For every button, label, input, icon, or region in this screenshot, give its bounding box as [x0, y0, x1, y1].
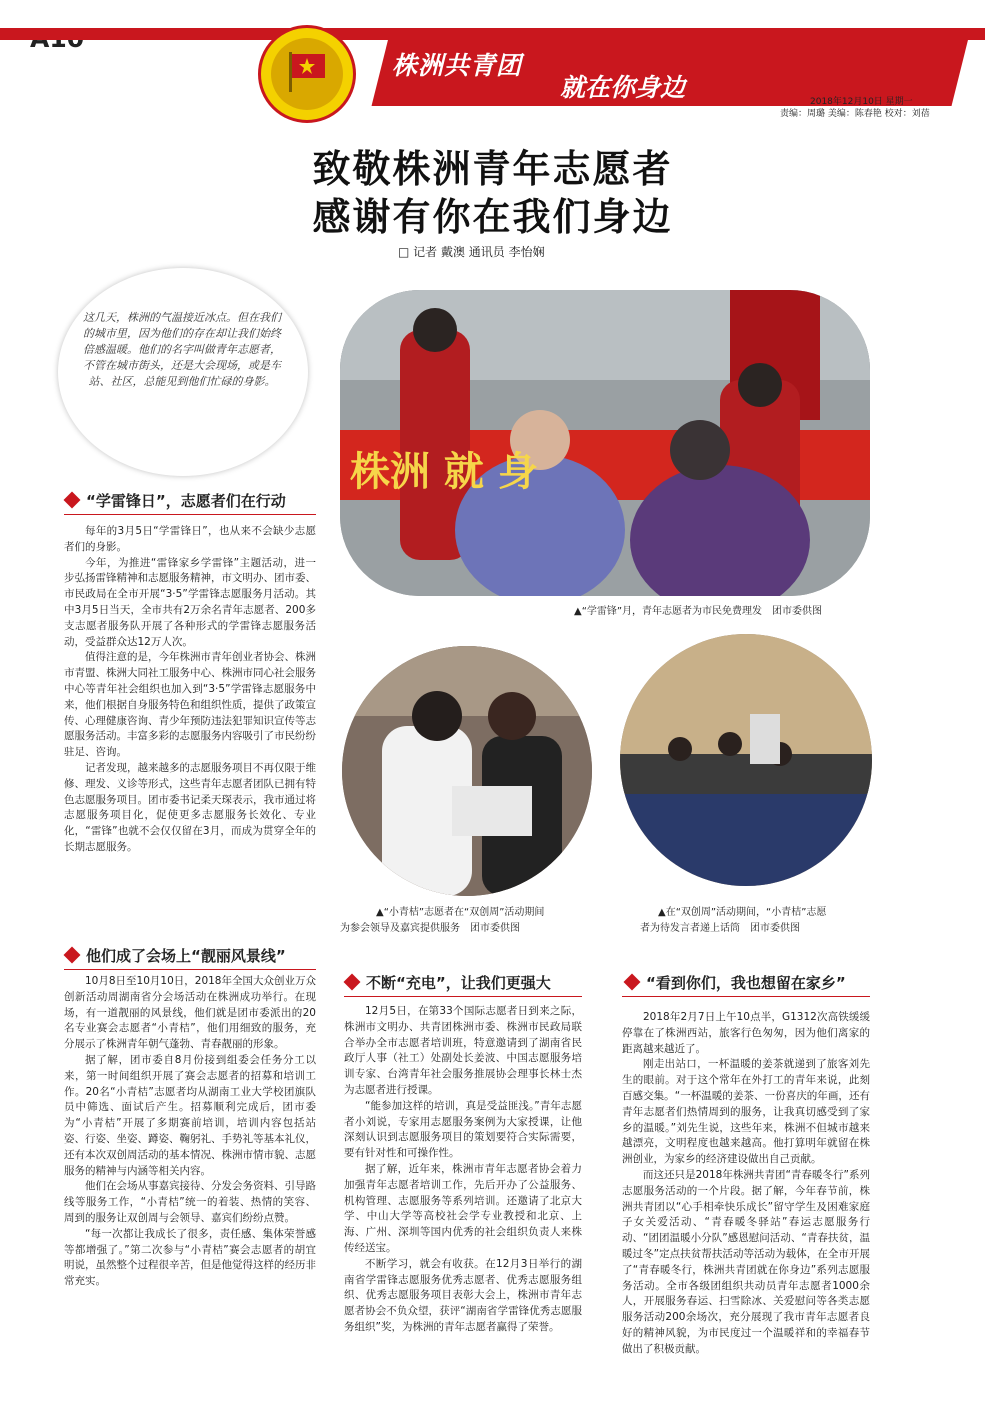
section-3-body — [344, 1004, 582, 1336]
section-3-heading — [346, 970, 551, 994]
paragraph: 10月8日至10月10日，2018年全国大众创业万众创新活动周湖南省分会场活动在株洲成功举行。在现场，有一道靓丽的风景线，他们就是团市委派出的20名专业赛会志愿者“小青桔”，他们用细致的服务，充分展示了株洲青年朝气蓬勃、青春靓丽的形象。 — [64, 975, 316, 1051]
section-marker-icon — [64, 492, 81, 509]
headline-line-2: 感谢有你在我们身边 — [312, 195, 673, 239]
banner-text-2: 就在你身边 — [560, 73, 686, 102]
paragraph: “能参加这样的培训，真是受益匪浅。”青年志愿者小刘说，专家用志愿服务案例为大家授课，让他深刻认识到志愿服务项目的策划要符合实际需要，要有针对性和可操作性。 — [344, 1099, 582, 1160]
forum-photo-illustration — [620, 634, 872, 886]
photo-banner-text: 株洲 就 身 — [350, 449, 538, 495]
byline: □ 记者 戴澳 通讯员 李怡娴 — [398, 245, 545, 259]
right-photo-caption-2: 者为待发言者递上话筒 团市委供图 — [640, 923, 800, 934]
paragraph: 2018年2月7日上午10点半，G1312次高铁缓缓停靠在了株洲西站，旅客行色匆匆，因为他们离家的距离越来越近了。 — [622, 1011, 870, 1055]
paragraph: 每年的3月5日“学雷锋日”，也从来不会缺少志愿者们的身影。 — [64, 525, 316, 553]
issue-date: 2018年12月10日 星期一 — [810, 97, 913, 107]
editor-credits: 责编：周璐 美编：陈春艳 校对：刘蓓 — [780, 109, 930, 119]
section-1-rule — [64, 514, 316, 515]
main-photo-caption: ▲“学雷锋”月，青年志愿者为市民免费理发 团市委供图 — [574, 606, 823, 617]
headline-line-1: 致敬株洲青年志愿者 — [312, 147, 673, 191]
circle-photo-right — [620, 634, 872, 886]
paragraph: 今年，为推进“雷锋家乡学雷锋”主题活动，进一步弘扬雷锋精神和志愿服务精神，市文明办、团市委、市民政局在全市开展“3·5”学雷锋志愿服务月活动。其中3月5日当天，全市共有2万余名青年志愿者、200多支志愿者服务队开展了各种形式的学雷锋志愿服务活动，受益群众达12万人次。 — [64, 556, 316, 648]
section-3-title: 不断“充电”，让我们更强大 — [366, 973, 551, 992]
section-1-title: “学雷锋日”，志愿者们在行动 — [86, 491, 286, 510]
volunteer-photo-illustration — [342, 646, 592, 896]
section-4-heading — [626, 970, 846, 994]
section-2-heading — [66, 943, 286, 967]
paragraph: 他们在会场从事嘉宾接待、分发会务资料、引导路线等服务工作，“小青桔”统一的着装、热情的笑容、周到的服务让双创周与会领导、嘉宾们纷纷点赞。 — [64, 1180, 316, 1224]
section-2-body — [64, 974, 316, 1290]
section-1-body — [64, 524, 316, 856]
left-photo-caption-1: ▲“小青桔”志愿者在“双创周”活动期间 — [376, 907, 545, 918]
paragraph: 记者发现，越来越多的志愿服务项目不再仅限于维修、理发、义诊等形式，这些青年志愿者团队已拥有特色志愿服务项目。团市委书记柔天琛表示，我市通过将志愿服务项目化，促使更多志愿服务长效化、专业化，“雷锋”也就不会仅仅留在3月，而成为贯穿全年的长期志愿服务。 — [64, 761, 316, 853]
section-1-heading — [66, 488, 286, 512]
section-marker-icon — [344, 974, 361, 991]
intro-text: 这几天，株洲的气温接近冰点。但在我们的城市里，因为他们的存在却让我们始终倍感温暖。他们的名字叫做青年志愿者，不管在城市街头，还是大会现场，或是车站、社区，总能见到他们忙碌的身影。 — [83, 311, 281, 388]
paragraph: 据了解，团市委自8月份接到组委会任务分工以来，第一时间组织开展了赛会志愿者的招募和培训工作。20名“小青桔”志愿者均从湖南工业大学校团旗队员中筛选、面试后产生。招募顺利完成后，团市委为“小青桔”开展了多期赛前培训，培训内容包括站姿、行姿、坐姿、蹲姿、鞠躬礼、手势礼等基本礼仪，还有本次双创周活动的基本情况、株洲市情市貌、志愿服务的精神与内涵等相关内容。 — [64, 1053, 316, 1177]
paragraph: 值得注意的是，今年株洲市青年创业者协会、株洲市青盟、株洲大同社工服务中心、株洲市同心社会服务中心等青年社会组织也加入到“3·5”学雷锋志愿服务中来，他们根据自身服务特色和组织性质，提供了政策宣传、心理健康咨询、青少年预防违法犯罪知识宣传等志愿服务活动。丰富多彩的志愿服务内容吸引了市民纷纷驻足、咨询。 — [64, 651, 316, 759]
right-photo-caption-1: ▲在“双创周”活动期间，“小青桔”志愿 — [658, 907, 827, 918]
paragraph: “每一次都让我成长了很多，责任感、集体荣誉感等都增强了。”第二次参与“小青桔”赛会志愿者的胡宜明说，虽然整个过程很辛苦，但是他觉得这样的经历非常充实。 — [64, 1227, 316, 1288]
section-marker-icon — [64, 947, 81, 964]
banner-text-1: 株洲共青团 — [392, 51, 523, 80]
section-2-title: 他们成了会场上“靓丽风景线” — [86, 946, 286, 965]
paragraph: 12月5日，在第33个国际志愿者日到来之际，株洲市文明办、共青团株洲市委、株洲市民政局联合举办全市志愿者培训班，特意邀请到了湖南省民政厅人事（社工）处副处长姜波、中国志愿服务培训专家、台湾青年社会服务推展协会理事长林士杰为志愿者进行授课。 — [344, 1005, 582, 1096]
youth-league-emblem — [258, 25, 356, 123]
paragraph: 据了解，近年来，株洲市青年志愿者协会着力加强青年志愿者培训工作，先后开办了公益服务、机构管理、志愿服务等系列培训。还邀请了北京大学、中山大学等高校社会学专业教授和北京、上海、广州、深圳等国内优秀的社会组织负责人来株传经送宝。 — [344, 1162, 582, 1254]
section-4-rule — [622, 996, 870, 997]
section-2-rule — [64, 969, 316, 970]
section-3-rule — [344, 996, 582, 997]
emblem-icon — [261, 28, 353, 120]
section-4-title: “看到你们，我也想留在家乡” — [646, 973, 846, 992]
circle-photo-left — [342, 646, 592, 896]
main-photo-haircut — [340, 290, 870, 596]
paragraph: 不断学习，就会有收获。在12月3日举行的湖南省学雷锋志愿服务优秀志愿者、优秀志愿服务组织、优秀志愿服务项目表彰大会上，株洲市青年志愿者协会不负众望，获评“湖南省学雷锋优秀志愿服务组织”奖，为株洲的青年志愿者赢得了荣誉。 — [344, 1257, 582, 1333]
section-marker-icon — [624, 974, 641, 991]
paragraph: 刚走出站口，一杯温暖的姜茶就递到了旅客刘先生的眼前。对于这个常年在外打工的青年来说，此刻百感交集。“一杯温暖的姜茶、一份喜庆的年画，还有青年志愿者们热情周到的服务，让我真切感受到了家乡的温暖。”刘先生说，这些年来，株洲不但城市越来越漂亮，文明程度也越来越高。他打算明年就留在株洲创业，为家乡的经济建设做出自己贡献。 — [622, 1058, 870, 1166]
paragraph: 而这还只是2018年株洲共青团“青春暖冬行”系列志愿服务活动的一个片段。据了解，今年春节前，株洲共青团以“心手相牵快乐成长”留守学生及困难家庭子女关爱活动、“青春暖冬驿站”春运志愿服务行动、“团团温暖小分队”感恩慰问活动、“青春扶贫，温暖过冬”定点扶贫帮扶活动等活动为载体，在全市开展了“青春暖冬行，株洲共青团就在你身边”系列志愿服务活动。全市各级团组织共动员青年志愿者1000余人，开展服务春运、扫雪除冰、关爱慰问等各类志愿服务活动200余场次，充分展现了我市青年志愿者良好的精神风貌，为市民度过一个温暖祥和的幸福春节做出了积极贡献。 — [622, 1168, 870, 1355]
section-4-body — [622, 1010, 870, 1358]
left-photo-caption-2: 为参会领导及嘉宾提供服务 团市委供图 — [340, 923, 520, 934]
